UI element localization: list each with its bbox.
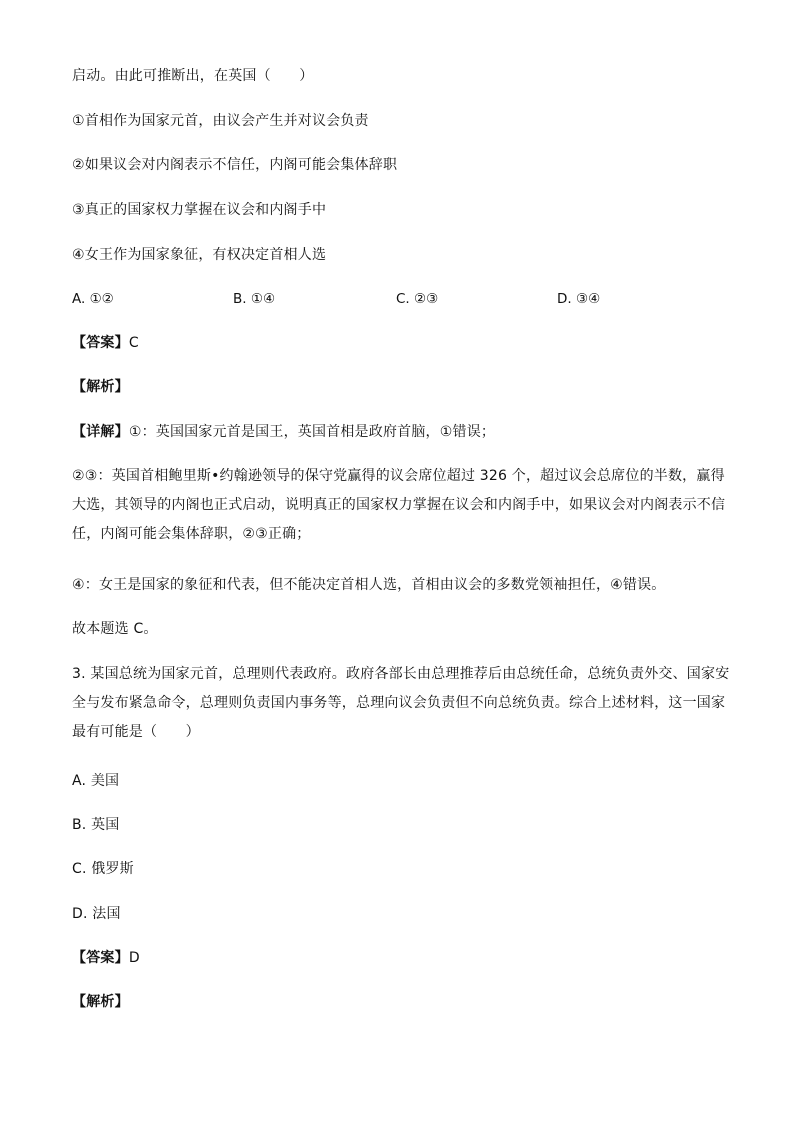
q2-analysis-label: 【解析】 (72, 379, 129, 395)
q3-option-b: B. 英国 (72, 817, 120, 833)
q3-answer-label: 【答案】 (72, 950, 129, 966)
q3-option-a: A. 美国 (72, 773, 120, 789)
q2-answer-value: C (128, 335, 139, 351)
q2-detail-3: ④：女王是国家的象征和代表，但不能决定首相人选，首相由议会的多数党领袖担任，④错误。 (72, 577, 666, 593)
q2-conclusion: 故本题选 C。 (72, 621, 158, 637)
q2-detail-2: ②③：英国首相鲍里斯•约翰逊领导的保守党赢得的议会席位超过 326 个，超过议会总席位的半数，赢得大选，其领导的内阁也正式启动，说明真正的国家权力掌握在议会和内阁手中，如果议会对内阁表示不信任，内阁可能会集体辞职，②③正确； (72, 468, 726, 542)
q2-statement-3: ③真正的国家权力掌握在议会和内阁手中 (72, 202, 327, 218)
q3-option-c: C. 俄罗斯 (72, 861, 134, 877)
q2-answer-label: 【答案】 (72, 335, 129, 351)
q2-option-a: A. ①② (72, 291, 114, 307)
q2-statement-4: ④女王作为国家象征，有权决定首相人选 (72, 247, 327, 263)
q3-analysis-label: 【解析】 (72, 994, 129, 1010)
q2-stem-end: 启动。由此可推断出，在英国（ ） (72, 68, 314, 84)
q2-answer (72, 333, 732, 353)
q2-option-b: B. ①④ (233, 291, 276, 307)
q2-detail-label: 【详解】 (72, 424, 129, 440)
q3-option-d: D. 法国 (72, 906, 121, 922)
q2-detail-1-line (72, 422, 732, 442)
q2-option-c: C. ②③ (396, 291, 439, 307)
q3-answer-value: D (128, 950, 140, 966)
q2-detail-1: ①：英国国家元首是国王，英国首相是政府首脑，①错误； (128, 424, 496, 440)
q3-stem: 3. 某国总统为国家元首，总理则代表政府。政府各部长由总理推荐后由总统任命，总统负责外交、国家安全与发布紧急命令，总理则负责国内事务等，总理向议会负责但不向总统负责。综合上述材料，这一国家最有可能是（ ） (72, 666, 730, 740)
q2-statement-2: ②如果议会对内阁表示不信任，内阁可能会集体辞职 (72, 157, 398, 173)
q3-answer (72, 948, 732, 968)
q2-option-d: D. ③④ (557, 291, 601, 307)
q2-statement-1: ①首相作为国家元首，由议会产生并对议会负责 (72, 113, 369, 129)
